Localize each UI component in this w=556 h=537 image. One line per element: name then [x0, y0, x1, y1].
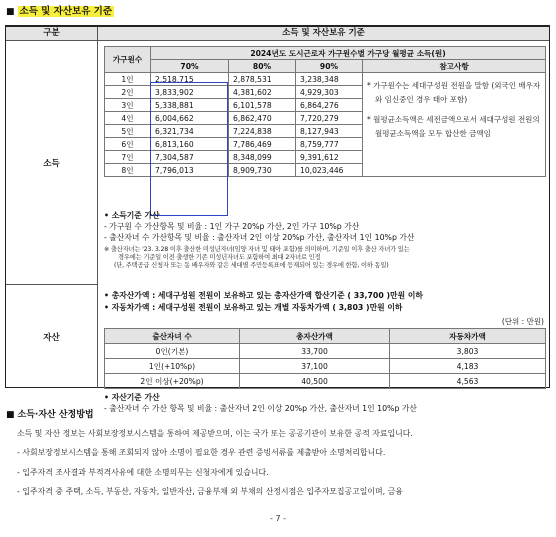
income-70: 7,796,013	[151, 164, 229, 177]
income-90: 7,720,279	[296, 112, 363, 125]
income-header-90: 90%	[296, 60, 363, 73]
criteria-table-header	[6, 27, 549, 41]
asset-total: 40,500	[240, 374, 390, 389]
household-size: 8인	[105, 164, 151, 177]
income-90: 4,929,303	[296, 86, 363, 99]
row-label-asset: 자산	[6, 285, 98, 388]
income-70: 6,004,662	[151, 112, 229, 125]
asset-header-car: 자동차가액	[390, 329, 546, 344]
section-title: 소득 및 자산보유 기준	[19, 6, 113, 17]
income-footnote-2: 경우에는 기준일 이전 출생한 기존 미성년자녀도 포함하여 최대 2자녀로 인정	[118, 254, 321, 261]
income-header-notes: 참고사항	[363, 60, 546, 73]
asset-total: 33,700	[240, 344, 390, 359]
section-heading	[6, 4, 114, 19]
asset-children: 0인(기본)	[105, 344, 240, 359]
header-content: 소득 및 자산보유 기준	[282, 28, 365, 38]
income-notes	[363, 73, 546, 177]
asset-car: 4,563	[390, 374, 546, 389]
asset-car-line: • 자동차가액 : 세대구성원 전원이 보유하고 있는 개별 자동차가액 ( 3,803 )만원 이하	[104, 303, 403, 312]
income-80: 2,878,531	[229, 73, 296, 86]
income-90: 8,759,777	[296, 138, 363, 151]
income-70: 7,304,587	[151, 151, 229, 164]
note-monthly-income: * 월평균소득액은 세전금액으로서 세대구성원 전원의 월평균소득액을 모두 합산한 금액임	[367, 115, 540, 138]
income-footnote-1: ※ 출산자녀는 '23. 3.28 이후 출산한 미성년자녀(임양 자녀 및 태아 포함)를 의미하며, 기준일 이후 출산 자녀가 있는	[104, 246, 410, 253]
table-row	[105, 344, 546, 359]
income-header-title: 2024년도 도시근로자 가구원수별 가구당 월평균 소득(원)	[151, 47, 546, 60]
asset-extra-line: - 출산자녀 수 가산 항목 및 비율 : 출산자녀 2인 이상 20%p 가산, 출산자녀 1인 10%p 가산	[104, 404, 417, 413]
table-row	[105, 359, 546, 374]
header-category: 구분	[6, 27, 98, 40]
income-header-70: 70%	[151, 60, 229, 73]
method-paragraph-1: 소득 및 자산 정보는 사회보장정보시스템을 통하여 제공받으며, 이는 국가 또는 공공기관이 보유한 공적 자료입니다.	[17, 429, 413, 438]
asset-children: 2인 이상(+20%p)	[105, 374, 240, 389]
page-number: - 7 -	[270, 514, 286, 523]
income-extra-line1: - 가구원 수 가산항목 및 비율 : 1인 가구 20%p 가산, 2인 가구 10%p 가산	[104, 222, 360, 231]
method-paragraph-3: - 입주자격 조사결과 부적격사유에 대한 소명의무는 신청자에게 있습니다.	[17, 468, 269, 477]
method-title: 소득·자산 산정방법	[17, 410, 94, 420]
asset-total-line: • 총자산가액 : 세대구성원 전원이 보유하고 있는 총자산가액 합산기준 ( 33,700 )만원 이하	[104, 291, 423, 300]
household-size: 7인	[105, 151, 151, 164]
income-footnote-3: (단, 주택공급 신청자 또는 동 배우자와 같은 세대별 주민등록표에 등재되어 있는 경우에 한함, 이하 동일)	[114, 262, 389, 269]
asset-section	[104, 290, 546, 414]
asset-car: 4,183	[390, 359, 546, 374]
income-90: 9,391,612	[296, 151, 363, 164]
income-header-80: 80%	[229, 60, 296, 73]
income-70: 6,813,160	[151, 138, 229, 151]
household-size: 6인	[105, 138, 151, 151]
asset-header-total: 총자산가액	[240, 329, 390, 344]
income-70: 2,518,715	[151, 73, 229, 86]
income-80: 7,786,469	[229, 138, 296, 151]
income-70: 3,833,902	[151, 86, 229, 99]
income-70: 5,338,881	[151, 99, 229, 112]
household-size: 5인	[105, 125, 151, 138]
income-80: 6,862,470	[229, 112, 296, 125]
asset-children: 1인(+10%p)	[105, 359, 240, 374]
method-paragraph-4: - 입주자격 중 주택, 소득, 부동산, 자동차, 일반자산, 금융부채 외 부채의 산정시점은 입주자모집공고일이며, 금융	[17, 487, 403, 496]
income-80: 6,101,578	[229, 99, 296, 112]
income-80: 8,348,099	[229, 151, 296, 164]
income-80: 4,381,602	[229, 86, 296, 99]
note-household-members: * 가구원수는 세대구성원 전원을 말함 (외국인 배우자와 임신중인 경우 태아 포함)	[367, 81, 541, 104]
asset-unit: (단위 : 만원)	[501, 317, 544, 326]
asset-extra	[104, 392, 546, 414]
income-header-household: 가구원수	[105, 47, 151, 73]
method-heading	[6, 407, 94, 420]
criteria-table	[5, 25, 550, 413]
income-extra-title: • 소득기준 가산	[104, 211, 160, 220]
income-80: 8,909,730	[229, 164, 296, 177]
asset-car: 3,803	[390, 344, 546, 359]
square-bullet-icon: ■	[6, 410, 15, 420]
income-70: 6,321,734	[151, 125, 229, 138]
household-size: 3인	[105, 99, 151, 112]
household-size: 2인	[105, 86, 151, 99]
income-extra	[104, 210, 546, 270]
asset-total: 37,100	[240, 359, 390, 374]
income-80: 7,224,838	[229, 125, 296, 138]
row-label-income: 소득	[6, 41, 98, 285]
table-row	[105, 374, 546, 389]
income-90: 8,127,943	[296, 125, 363, 138]
method-paragraph-2: - 사회보장정보시스템을 통해 조회되지 않아 소명이 필요한 경우 관련 증빙서류를 제출받아 소명처리합니다.	[17, 448, 386, 457]
square-bullet-icon: ■	[6, 7, 15, 17]
income-90: 3,238,348	[296, 73, 363, 86]
income-90: 10,023,446	[296, 164, 363, 177]
income-table	[104, 46, 546, 177]
asset-header-children: 출산자녀 수	[105, 329, 240, 344]
household-size: 4인	[105, 112, 151, 125]
household-size: 1인	[105, 73, 151, 86]
income-extra-line2: - 출산자녀 수 가산항목 및 비율 : 출산자녀 2인 이상 20%p 가산, 출산자녀 1인 10%p 가산	[104, 233, 415, 242]
asset-extra-title: • 자산기준 가산	[104, 393, 160, 402]
table-row	[105, 73, 546, 86]
income-90: 6,864,276	[296, 99, 363, 112]
asset-table	[104, 328, 546, 389]
